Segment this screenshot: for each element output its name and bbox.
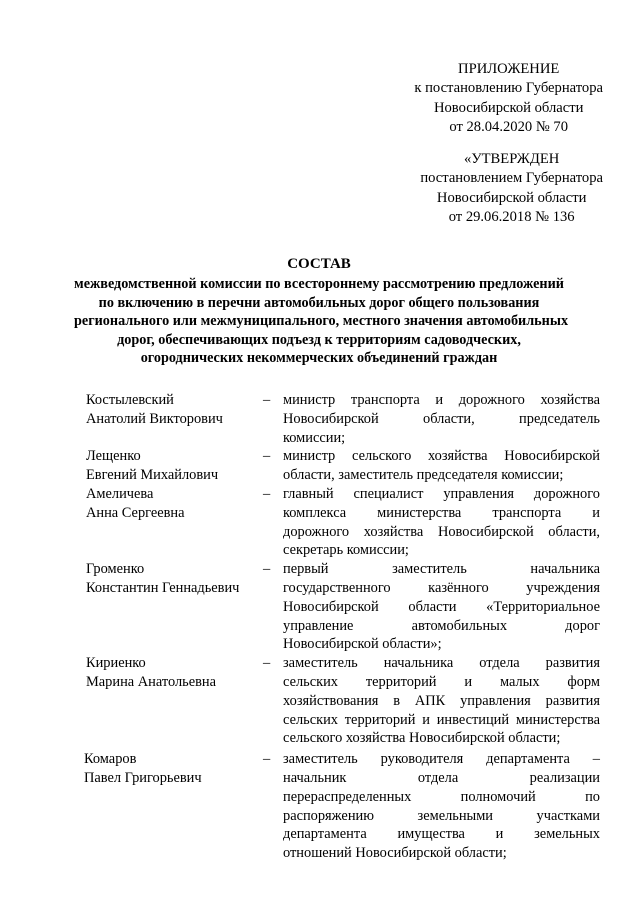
- member-name: [86, 485, 185, 523]
- role-line: министр транспорта и дорожного хозяйства: [283, 392, 600, 408]
- member-dash: –: [263, 485, 271, 502]
- heading-line: регионального или межмуниципального, местного значения автомобильных: [74, 313, 569, 330]
- member-role: [283, 391, 600, 447]
- member-given-name: Евгений Михайлович: [86, 467, 219, 484]
- member-surname: Комаров: [84, 751, 137, 768]
- member-name: [86, 560, 239, 598]
- role-line: заместитель начальника отдела развития: [283, 655, 600, 672]
- approval-line: Новосибирской области: [436, 189, 587, 206]
- member-dash: –: [263, 448, 271, 465]
- member-row: [0, 654, 640, 748]
- member-surname: Кириенко: [86, 655, 146, 672]
- approval-title: «УТВЕРЖДЕН: [464, 151, 560, 167]
- member-role: [283, 560, 600, 654]
- member-name: [84, 750, 202, 788]
- role-line: государственного казённого учреждения: [283, 579, 600, 596]
- members-list: [0, 391, 640, 863]
- role-line: сельских территорий и инвестиций министерства: [283, 711, 600, 728]
- role-line: первый заместитель начальника: [283, 561, 600, 578]
- role-line: дорожного хозяйства Новосибирской области,: [283, 523, 600, 540]
- approval-block: [420, 150, 603, 227]
- heading-line: дорог, обеспечивающих подъезд к территориям садоводческих,: [117, 331, 521, 348]
- member-surname: Костылевский: [86, 392, 174, 408]
- member-dash: –: [263, 751, 271, 768]
- member-row: [0, 447, 640, 485]
- role-line: области, заместитель председателя комиссии;: [283, 467, 564, 484]
- member-dash: –: [263, 392, 271, 408]
- role-line: департамента имущества и земельных: [283, 826, 600, 843]
- member-row: [0, 560, 640, 654]
- member-surname: Амеличева: [86, 485, 154, 502]
- role-line: заместитель руководителя департамента –: [283, 751, 600, 768]
- role-line: сельского хозяйства Новосибирской области;: [283, 730, 561, 747]
- role-line: секретарь комиссии;: [283, 542, 409, 559]
- role-line: сельских территорий и малых форм: [283, 673, 600, 690]
- role-line: перераспределенных полномочий по: [283, 788, 600, 805]
- role-line: хозяйствования в АПК управления развития: [283, 692, 600, 709]
- role-line: Новосибирской области «Территориальное: [283, 598, 600, 615]
- member-surname: Лещенко: [86, 448, 141, 465]
- member-given-name: Константин Геннадьевич: [86, 579, 240, 596]
- appendix-line: от 28.04.2020 № 70: [449, 118, 568, 135]
- heading-line: огороднических некоммерческих объединений граждан: [140, 350, 498, 367]
- appendix-line: Новосибирской области: [433, 99, 584, 116]
- member-name: [86, 654, 216, 692]
- appendix-line: к постановлению Губернатора: [414, 80, 603, 97]
- role-line: отношений Новосибирской области;: [283, 845, 507, 862]
- member-given-name: Павел Григорьевич: [84, 769, 202, 786]
- role-line: распоряжению земельными участками: [283, 807, 600, 824]
- role-line: комиссии;: [283, 429, 346, 446]
- role-line: главный специалист управления дорожного: [283, 485, 600, 502]
- role-line: министр сельского хозяйства Новосибирской: [283, 448, 600, 465]
- document-heading: [74, 254, 569, 368]
- role-line: управление автомобильных дорог: [283, 617, 600, 634]
- member-row: [0, 750, 640, 863]
- heading-line: по включению в перечни автомобильных дорог общего пользования: [98, 294, 540, 311]
- member-row: [0, 391, 640, 447]
- member-role: [283, 654, 600, 748]
- member-surname: Громенко: [86, 561, 145, 578]
- member-name: [86, 447, 218, 485]
- approval-line: от 29.06.2018 № 136: [448, 208, 575, 225]
- member-given-name: Марина Анатольевна: [86, 673, 216, 690]
- heading-line: межведомственной комиссии по всестороннему рассмотрению предложений: [74, 276, 564, 292]
- role-line: комплекса министерства транспорта и: [283, 504, 600, 521]
- member-role: [283, 447, 600, 485]
- appendix-block: [414, 60, 603, 137]
- appendix-title: ПРИЛОЖЕНИЕ: [458, 61, 560, 77]
- member-given-name: Анна Сергеевна: [86, 504, 185, 521]
- role-line: начальник отдела реализации: [283, 769, 600, 786]
- member-role: [283, 750, 600, 863]
- role-line: Новосибирской области»;: [283, 636, 442, 653]
- member-role: [283, 485, 600, 560]
- member-dash: –: [263, 655, 271, 672]
- member-given-name: Анатолий Викторович: [86, 410, 223, 427]
- member-dash: –: [263, 561, 271, 578]
- role-line: Новосибирской области, председатель: [283, 410, 600, 427]
- member-row: [0, 485, 640, 560]
- member-name: [86, 391, 223, 429]
- document-title: СОСТАВ: [287, 256, 351, 272]
- approval-line: постановлением Губернатора: [420, 170, 603, 187]
